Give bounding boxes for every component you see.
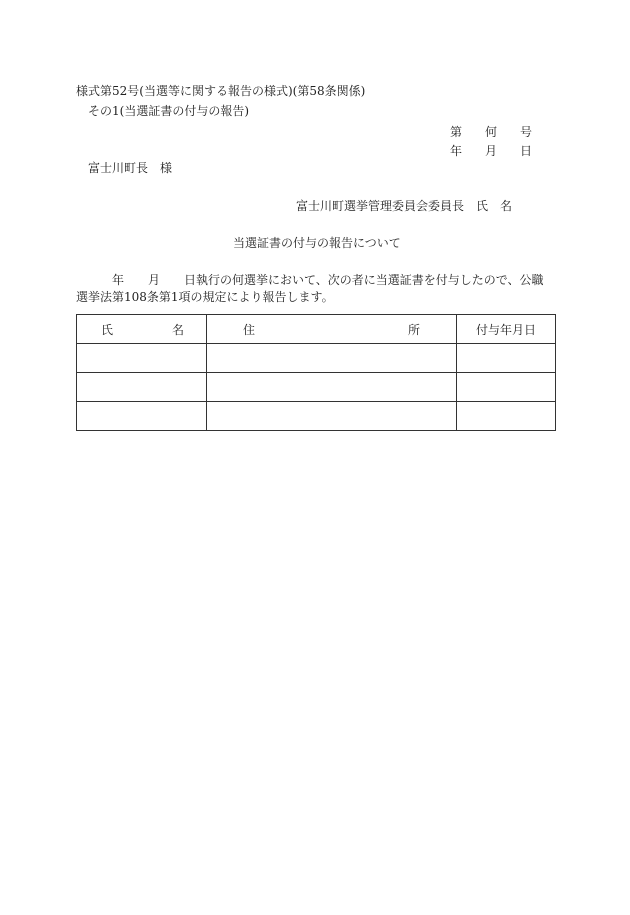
cell-name [77, 344, 207, 373]
table-row [77, 373, 556, 402]
header-address: 住 所 [207, 315, 457, 344]
cell-address [207, 373, 457, 402]
header-name: 氏 名 [77, 315, 207, 344]
table-row [77, 344, 556, 373]
cell-address [207, 344, 457, 373]
date-month: 月 [484, 144, 497, 158]
recipients-table [76, 314, 556, 431]
form-subheader: その1(当選証書の付与の報告) [88, 104, 249, 118]
number-value: 何 [484, 125, 497, 139]
form-header: 様式第52号(当選等に関する報告の様式)(第58条関係) [76, 84, 366, 98]
cell-date [457, 344, 556, 373]
table-header-row [77, 315, 556, 344]
body-text [76, 272, 556, 306]
cell-address [207, 402, 457, 431]
body-line-1: 年 月 日執行の何選挙において、次の者に当選証書を付与したので、公職 [76, 273, 544, 287]
sender: 富士川町選挙管理委員会委員長 氏 名 [296, 199, 513, 213]
date-day: 日 [519, 144, 532, 158]
addressee: 富士川町長 様 [88, 161, 173, 175]
cell-name [77, 402, 207, 431]
table-row [77, 402, 556, 431]
document-number [450, 123, 532, 140]
number-suffix: 号 [519, 125, 532, 139]
body-line-2: 選挙法第108条第1項の規定により報告します。 [76, 290, 334, 304]
date-year: 年 [450, 144, 463, 158]
document-title: 当選証書の付与の報告について [233, 236, 401, 250]
cell-date [457, 373, 556, 402]
cell-date [457, 402, 556, 431]
number-prefix: 第 [450, 125, 463, 139]
document-date [450, 142, 532, 159]
header-date: 付与年月日 [457, 315, 556, 344]
cell-name [77, 373, 207, 402]
